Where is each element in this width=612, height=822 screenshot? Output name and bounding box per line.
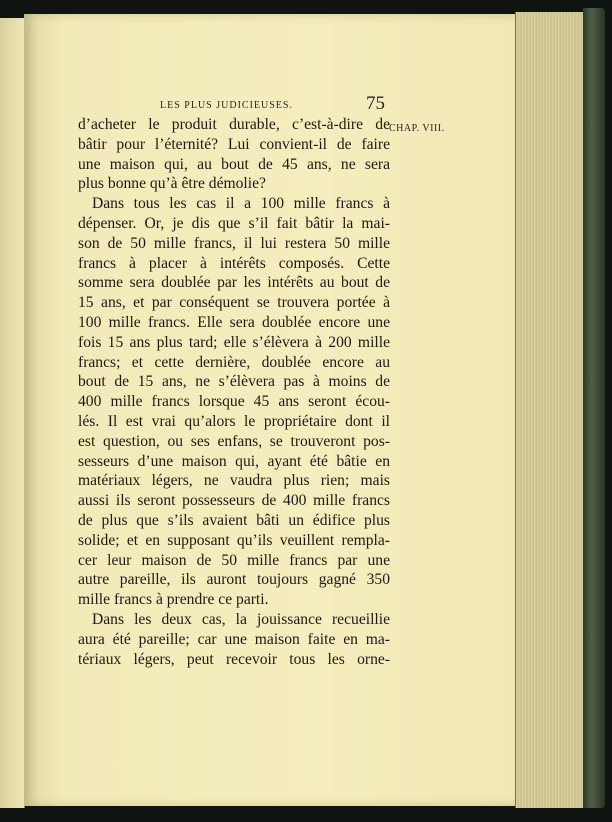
text-line: bout de 15 ans, ne s’élèvera pas à moins de [78,373,390,391]
text-line: 400 mille francs lorsque 45 ans seront écou- [78,393,390,411]
text-line: dépenser. Or, je dis que s’il fait bâtir la mai- [78,214,390,232]
page-number: 75 [366,93,385,114]
running-head: LES PLUS JUDICIEUSES. [160,100,293,111]
text-line: une maison qui, au bout de 45 ans, ne sera [78,155,390,173]
page-header [160,93,400,117]
text-line: d’acheter le produit durable, c’est-à-dire de [78,116,390,133]
text-line: son de 50 mille francs, il lui restera 50 mille [78,234,390,252]
text-line: est question, ou ses enfans, se trouveront pos- [78,432,390,450]
text-line: plus bonne qu’à être démolie? [78,175,266,193]
text-line: fois 15 ans plus tard; elle s’élèvera à 200 mille [78,333,390,351]
text-line: Dans les deux cas, la jouissance recueillie [92,610,390,628]
text-line: 100 mille francs. Elle sera doublée encore une [78,313,390,331]
text-line: lés. Il est vrai qu’alors le propriétaire dont il [78,412,390,430]
text-line: francs; et cette dernière, doublée encore au [78,353,390,371]
text-line: tériaux légers, peut recevoir tous les orne- [78,650,390,668]
text-line: somme sera doublée par les intérêts au bout de [78,274,390,292]
text-line: Dans tous les cas il a 100 mille francs à [92,195,390,213]
text-line: aussi ils seront possesseurs de 400 mille francs [78,492,390,510]
text-line: matériaux légers, ne vaudra plus rien; mais [78,472,390,490]
text-line: bâtir pour l’éternité? Lui convient-il de faire [78,135,390,153]
chapter-marginal-note: CHAP. VIII. [389,123,445,134]
text-line: mille francs à prendre ce parti. [78,591,269,609]
text-line: sesseurs d’une maison qui, ayant été bâtie en [78,452,390,470]
text-line: 15 ans, et par conséquent se trouvera portée à [78,294,390,312]
body-text [78,115,390,669]
facing-page-edge [0,18,25,808]
text-line: aura été pareille; car une maison faite en ma- [78,630,390,648]
page-block-edges [515,12,586,808]
book-cover-edge [583,8,605,808]
text-line: francs à placer à intérêts composés. Cette [78,254,390,272]
text-line: solide; et en supposant qu’ils veuillent rempla- [78,531,390,549]
text-line: de plus que s’ils avaient bâti un édifice plus [78,511,390,529]
text-line: cer leur maison de 50 mille francs par une [78,551,390,569]
text-line: autre pareille, ils auront toujours gagné 350 [78,571,390,589]
